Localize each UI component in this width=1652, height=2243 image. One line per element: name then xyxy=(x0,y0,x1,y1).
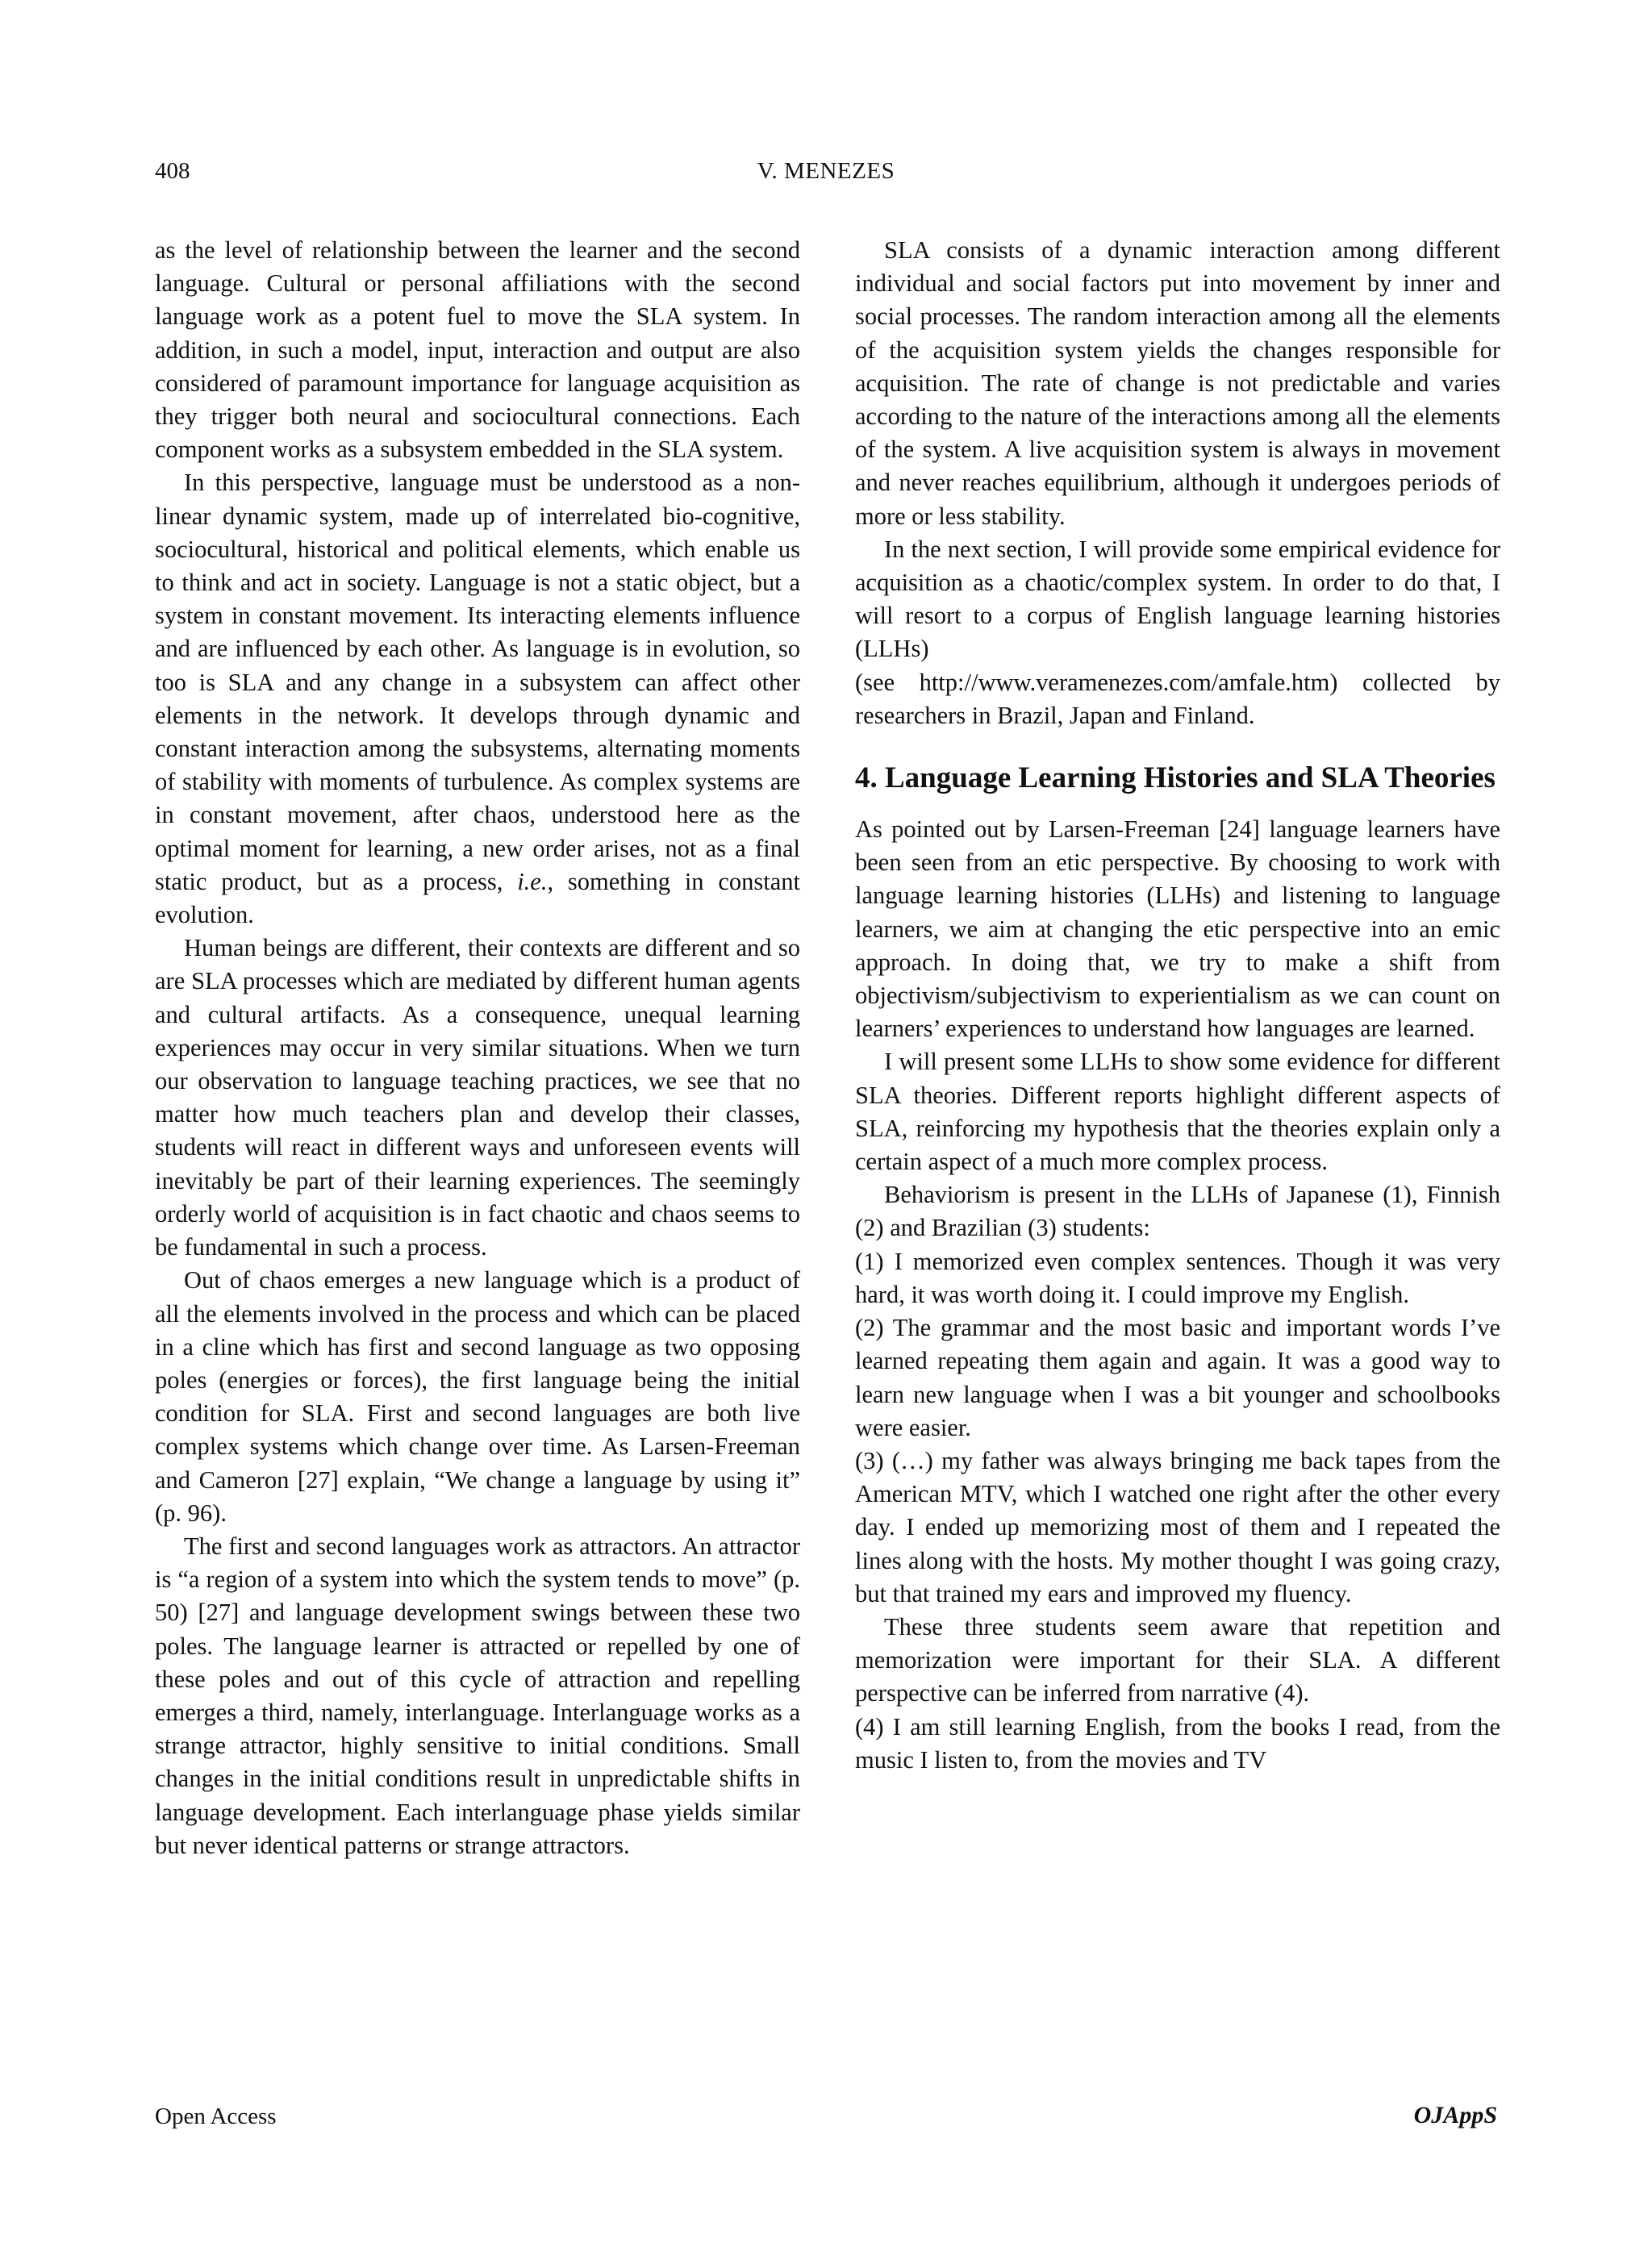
left-paragraph-3: Human beings are different, their contexts are different and so are SLA processes which are mediated by different human agents and cultural artifacts. As a consequence, unequal learning experiences may occur in very similar situations. When we turn our observation to language teaching practices, we see that no matter how much teachers plan and develop their classes, students will react in different ways and unforeseen events will inevitably be part of their learning experiences. The seemingly orderly world of acquisition is in fact chaotic and chaos seems to be fundamental in such a process. xyxy=(155,934,800,1261)
footer-open-access: Open Access xyxy=(155,2103,277,2129)
running-head: V. MENEZES xyxy=(757,158,895,184)
left-paragraph-2 xyxy=(155,466,800,932)
page-number: 408 xyxy=(155,158,190,184)
section-heading: 4. Language Learning Histories and SLA Theories xyxy=(855,761,1496,795)
left-paragraph-5: The first and second languages work as attractors. An attractor is “a region of a system into which the system tends to move” (p. 50) [27] and language development swings between these two poles. The language learner is attracted or repelled by one of these poles and out of this cycle of attraction and repelling emerges a third, namely, interlanguage. Interlanguage works as a strange attractor, highly sensitive to initial conditions. Small changes in the initial conditions result in unpredictable shifts in language development. Each interlanguage phase yields similar but never identical patterns or strange attractors. xyxy=(155,1532,800,1859)
right-column xyxy=(855,234,1500,1777)
right-paragraph-1: SLA consists of a dynamic interaction among different individual and social factors put into movement by inner and social processes. The random interaction among all the elements of the acquisition system yields the changes responsible for acquisition. The rate of change is not predictable and varies according to the nature of the interactions among all the elements of the system. A live acquisition system is always in movement and never reaches equilibrium, although it undergoes periods of more or less stability. xyxy=(855,236,1500,530)
right-paragraph-2b: (see http://www.veramenezes.com/amfale.htm) collected by researchers in Brazil, Japan and Finland. xyxy=(855,668,1500,729)
left-paragraph-4: Out of chaos emerges a new language which is a product of all the elements involved in the process and which can be placed in a cline which has first and second language as two opposing poles (energies or forces), the first language being the initial condition for SLA. First and second languages are both live complex systems which change over time. As Larsen-Freeman and Cameron [27] explain, “We change a language by using it” (p. 96). xyxy=(155,1266,800,1527)
quote-3: (3) (…) my father was always bringing me back tapes from the American MTV, which I watched one right after the other every day. I ended up memorizing most of them and I repeated the lines along with the hosts. My mother thought I was going crazy, but that trained my ears and improved my fluency. xyxy=(855,1446,1500,1607)
right-paragraph-4: I will present some LLHs to show some evidence for different SLA theories. Different reports highlight different aspects of SLA, reinforcing my hypothesis that the theories explain only a certain aspect of a much more complex process. xyxy=(855,1048,1500,1176)
right-paragraph-3: As pointed out by Larsen-Freeman [24] language learners have been seen from an etic perspective. By choosing to work with language learning histories (LLHs) and listening to language learners, we aim at changing the etic perspective into an emic approach. In doing that, we try to make a shift from objectivism/subjectivism to experientialism as we can count on learners’ experiences to understand how languages are learned. xyxy=(855,815,1500,1043)
right-paragraph-5: Behaviorism is present in the LLHs of Japanese (1), Finnish (2) and Brazilian (3) students: xyxy=(855,1181,1500,1242)
quote-4: (4) I am still learning English, from the books I read, from the music I listen to, from the movies and TV xyxy=(855,1712,1500,1774)
right-paragraph-6: These three students seem aware that repetition and memorization were important for their SLA. A different perspective can be inferred from narrative (4). xyxy=(855,1612,1500,1707)
left-paragraph-1: as the level of relationship between the learner and the second language. Cultural or personal affiliations with the second language work as a potent fuel to move the SLA system. In addition, in such a model, input, interaction and output are also considered of paramount importance for language acquisition as they trigger both neural and sociocultural connections. Each component works as a subsystem embedded in the SLA system. xyxy=(155,236,800,464)
right-paragraph-2: In the next section, I will provide some empirical evidence for acquisition as a chaotic/complex system. In order to do that, I will resort to a corpus of English language learning histories (LLHs) xyxy=(855,535,1500,663)
quote-1: (1) I memorized even complex sentences. Though it was very hard, it was worth doing it. I could improve my English. xyxy=(855,1247,1500,1308)
left-column xyxy=(155,234,800,1862)
footer-journal-name: OJAppS xyxy=(1413,2102,1497,2128)
left-paragraph-2-end: , something in constant evolution. xyxy=(155,867,801,929)
left-paragraph-2-ie: i.e. xyxy=(517,867,548,895)
quote-2: (2) The grammar and the most basic and important words I’ve learned repeating them again and again. It was a good way to learn new language when I was a bit younger and schoolbooks were easier. xyxy=(855,1314,1500,1441)
left-paragraph-2-main: In this perspective, language must be understood as a non-linear dynamic system, made up of interrelated bio-cognitive, sociocultural, historical and political elements, which enable us to think and act in society. Language is not a static object, but a system in constant movement. Its interacting elements influence and are influenced by each other. As language is in evolution, so too is SLA and any change in a subsystem can affect other elements in the network. It develops through dynamic and constant interaction among the subsystems, alternating moments of stability with moments of turbulence. As complex systems are in constant movement, after chaos, understood here as the optimal moment for learning, a new order arises, not as a final static product, but as a process, xyxy=(155,469,800,895)
